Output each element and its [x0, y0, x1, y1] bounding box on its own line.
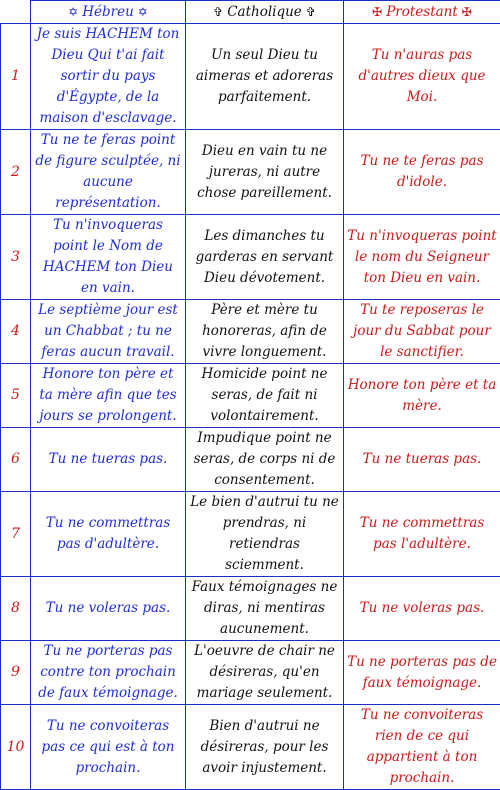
catholique-cell: Dieu en vain tu ne jureras, ni autre chose pareillement. — [186, 130, 344, 215]
hebreu-cell: Tu ne tueras pas. — [31, 428, 186, 492]
commandment-number: 9 — [1, 641, 31, 705]
protestant-cell: Tu ne commettras pas l'adultère. — [344, 492, 500, 577]
commandment-number: 4 — [1, 300, 31, 364]
commandment-number: 6 — [1, 428, 31, 492]
hebreu-cell: Honore ton père et ta mère afin que tes jours se prolongent. — [31, 364, 186, 428]
header-row — [1, 1, 500, 24]
hebreu-cell: Tu ne commettras pas d'adultère. — [31, 492, 186, 577]
protestant-cell: Tu ne porteras pas de faux témoignage. — [344, 641, 500, 705]
catholique-cell: Faux témoignages ne diras, ni mentiras aucunement. — [186, 577, 344, 641]
maltese-cross-icon: ✠ — [372, 5, 382, 19]
table-row — [1, 428, 500, 492]
protestant-cell: Tu ne tueras pas. — [344, 428, 500, 492]
corner-cell — [1, 1, 31, 24]
column-header-hebreu-label: Hébreu — [82, 4, 134, 20]
hebreu-cell: Tu ne convoiteras pas ce qui est à ton prochain. — [31, 705, 186, 790]
protestant-cell: Honore ton père et ta mère. — [344, 364, 500, 428]
table-row — [1, 364, 500, 428]
catholique-cell: Bien d'autrui ne désireras, pour les avoir injustement. — [186, 705, 344, 790]
column-header-protestant — [344, 1, 500, 24]
latin-cross-icon: ✞ — [306, 5, 316, 19]
commandment-number: 7 — [1, 492, 31, 577]
column-header-hebreu — [31, 1, 186, 24]
star-of-david-icon: ✡ — [68, 5, 78, 19]
protestant-cell: Tu n'auras pas d'autres dieux que Moi. — [344, 24, 500, 130]
hebreu-cell: Tu n'invoqueras point le Nom de HACHEM ton Dieu en vain. — [31, 215, 186, 300]
commandment-number: 10 — [1, 705, 31, 790]
catholique-cell: Les dimanches tu garderas en servant Dieu dévotement. — [186, 215, 344, 300]
protestant-cell: Tu ne te feras pas d'idole. — [344, 130, 500, 215]
table-row — [1, 130, 500, 215]
table-row — [1, 577, 500, 641]
maltese-cross-icon: ✠ — [462, 5, 472, 19]
table-row — [1, 24, 500, 130]
protestant-cell: Tu te reposeras le jour du Sabbat pour le sanctifier. — [344, 300, 500, 364]
table-row — [1, 300, 500, 364]
catholique-cell: Impudique point ne seras, de corps ni de consentement. — [186, 428, 344, 492]
hebreu-cell: Le septième jour est un Chabbat ; tu ne feras aucun travail. — [31, 300, 186, 364]
star-of-david-icon: ✡ — [138, 5, 148, 19]
hebreu-cell: Tu ne te feras point de figure sculptée, ni aucune représentation. — [31, 130, 186, 215]
latin-cross-icon: ✞ — [213, 5, 223, 19]
commandment-number: 2 — [1, 130, 31, 215]
hebreu-cell: Je suis HACHEM ton Dieu Qui t'ai fait sortir du pays d'Égypte, de la maison d'esclavage. — [31, 24, 186, 130]
hebreu-cell: Tu ne porteras pas contre ton prochain de faux témoignage. — [31, 641, 186, 705]
catholique-cell: L'oeuvre de chair ne désireras, qu'en mariage seulement. — [186, 641, 344, 705]
commandment-number: 3 — [1, 215, 31, 300]
column-header-protestant-label: Protestant — [386, 4, 458, 20]
commandment-number: 8 — [1, 577, 31, 641]
protestant-cell: Tu ne voleras pas. — [344, 577, 500, 641]
protestant-cell: Tu ne convoiteras rien de ce qui appartient à ton prochain. — [344, 705, 500, 790]
table-row — [1, 641, 500, 705]
hebreu-cell: Tu ne voleras pas. — [31, 577, 186, 641]
catholique-cell: Un seul Dieu tu aimeras et adoreras parfaitement. — [186, 24, 344, 130]
commandment-number: 5 — [1, 364, 31, 428]
column-header-catholique — [186, 1, 344, 24]
catholique-cell: Le bien d'autrui tu ne prendras, ni retiendras sciemment. — [186, 492, 344, 577]
commandment-number: 1 — [1, 24, 31, 130]
catholique-cell: Père et mère tu honoreras, afin de vivre longuement. — [186, 300, 344, 364]
column-header-catholique-label: Catholique — [227, 4, 302, 20]
table-row — [1, 492, 500, 577]
table-row — [1, 215, 500, 300]
table-row — [1, 705, 500, 790]
protestant-cell: Tu n'invoqueras point le nom du Seigneur ton Dieu en vain. — [344, 215, 500, 300]
catholique-cell: Homicide point ne seras, de fait ni volontairement. — [186, 364, 344, 428]
